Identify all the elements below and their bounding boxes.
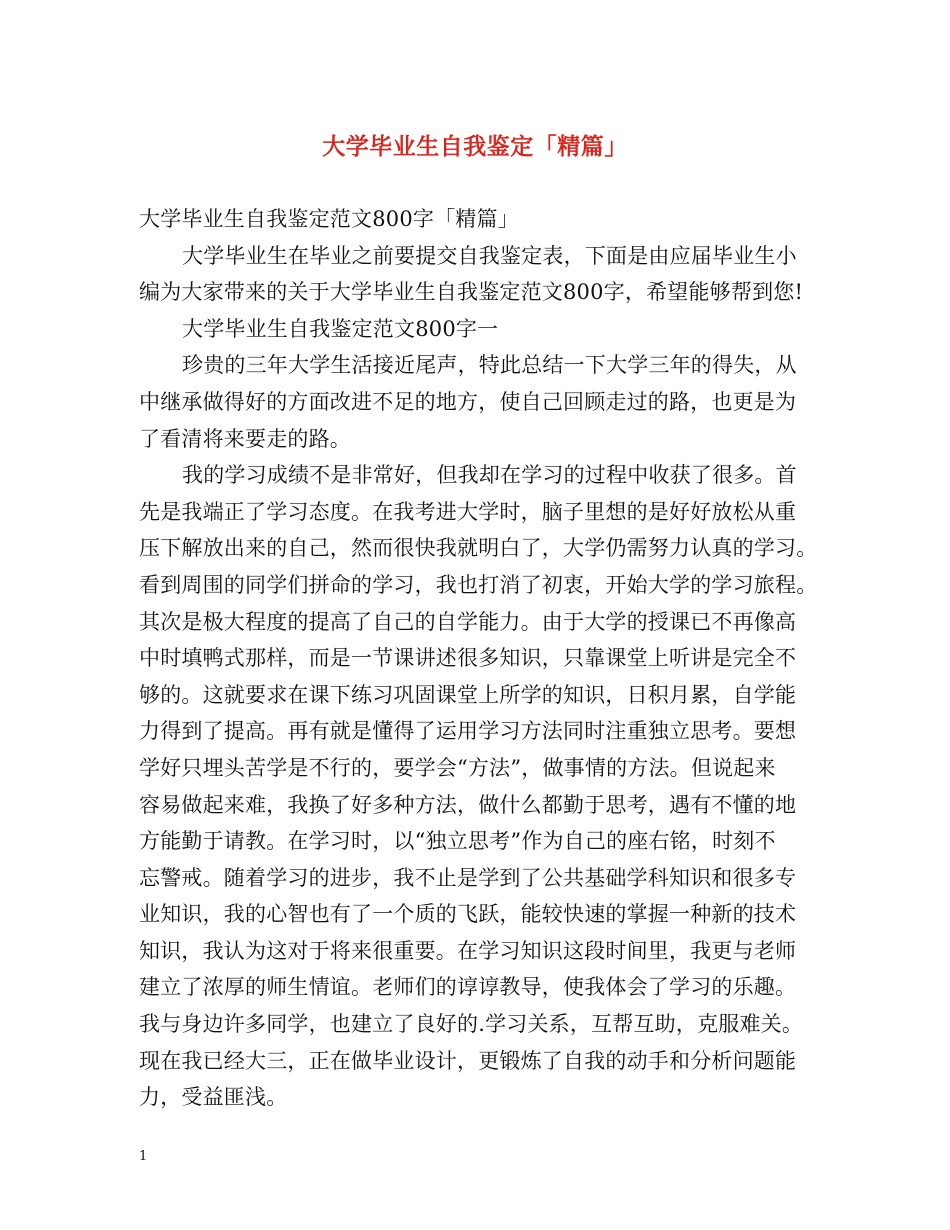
paragraph-line: 看到周围的同学们拼命的学习，我也打消了初衷，开始大学的学习旅程。 (139, 572, 818, 597)
section-heading: 大学毕业生自我鉴定范文800字一 (182, 316, 499, 341)
page-number: 1 (139, 1149, 148, 1164)
paragraph-line: 中继承做得好的方面改进不足的地方，使自己回顾走过的路，也更是为 (139, 389, 797, 414)
paragraph-line: 我的学习成绩不是非常好，但我却在学习的过程中收获了很多。首 (182, 463, 797, 488)
document-body (139, 204, 819, 1119)
paragraph-line: 压下解放出来的自己，然而很快我就明白了，大学仍需努力认真的学习。 (139, 536, 818, 561)
paragraph-line: 学好只埋头苦学是不行的，要学会“方法”，做事情的方法。但说起来 (139, 755, 776, 780)
paragraph-line: 珍贵的三年大学生活接近尾声，特此总结一下大学三年的得失，从 (182, 353, 797, 378)
paragraph-line: 业知识，我的心智也有了一个质的飞跃，能较快速的掌握一种新的技术 (139, 902, 797, 927)
paragraph-line: 够的。这就要求在课下练习巩固课堂上所学的知识，日积月累，自学能 (139, 682, 797, 707)
paragraph-line: 了看清将来要走的路。 (139, 426, 351, 451)
paragraph-line: 忘警戒。随着学习的进步，我不止是学到了公共基础学科知识和很多专 (139, 865, 797, 890)
paragraph-line: 知识，我认为这对于将来很重要。在学习知识这段时间里，我更与老师 (139, 938, 797, 963)
paragraph-line: 现在我已经大三，正在做毕业设计，更锻炼了自我的动手和分析问题能 (139, 1048, 797, 1073)
paragraph-line: 力得到了提高。再有就是懂得了运用学习方法同时注重独立思考。要想 (139, 719, 797, 744)
paragraph-line: 先是我端正了学习态度。在我考进大学时，脑子里想的是好好放松从重 (139, 499, 797, 524)
intro-line: 大学毕业生在毕业之前要提交自我鉴定表，下面是由应届毕业生小 (182, 243, 797, 268)
paragraph-line: 力，受益匪浅。 (139, 1085, 288, 1110)
paragraph-line: 方能勤于请教。在学习时，以“独立思考”作为自己的座右铭，时刻不 (139, 829, 776, 854)
paragraph-line: 其次是极大程度的提高了自己的自学能力。由于大学的授课已不再像高 (139, 609, 797, 634)
subtitle-line: 大学毕业生自我鉴定范文800字「精篇」 (139, 207, 519, 231)
paragraph-line: 建立了浓厚的师生情谊。老师们的谆谆教导，使我体会了学习的乐趣。 (139, 975, 797, 1000)
document-title: 大学毕业生自我鉴定「精篇」 (322, 133, 628, 160)
paragraph-line: 容易做起来难，我换了好多种方法，做什么都勤于思考，遇有不懂的地 (139, 792, 797, 817)
paragraph-line: 我与身边许多同学，也建立了良好的.学习关系，互帮互助，克服难关。 (139, 1012, 804, 1037)
paragraph-line: 中时填鸭式那样，而是一节课讲述很多知识，只靠课堂上听讲是完全不 (139, 646, 797, 671)
intro-line: 编为大家带来的关于大学毕业生自我鉴定范文800字，希望能够帮到您! (139, 280, 804, 305)
